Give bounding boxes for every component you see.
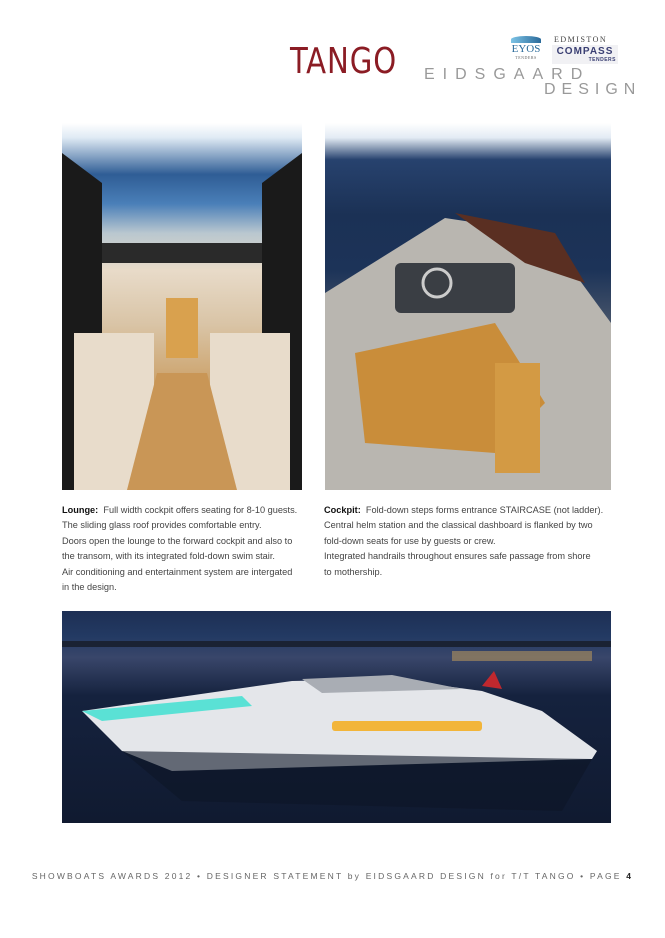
cockpit-caption <box>324 503 619 580</box>
caption-line: Full width cockpit offers seating for 8-10 guests. <box>103 505 298 515</box>
eyos-sub: TENDERS <box>515 55 537 60</box>
eyos-logo <box>510 36 542 60</box>
caption-line: Fold-down steps forms entrance STAIRCASE (not ladder). <box>365 505 604 515</box>
edmiston-logo: EDMISTON <box>554 35 608 44</box>
caption-line: Air conditioning and entertainment system are intergated <box>62 566 293 577</box>
lounge-caption <box>62 503 312 595</box>
eyos-name: EYOS <box>511 43 541 55</box>
caption-line: to mothership. <box>324 566 383 577</box>
eidsgaard-logo-line1: EIDSGAARD <box>424 66 591 83</box>
eyos-wave-icon <box>511 36 541 43</box>
eidsgaard-logo-line2: DESIGN <box>544 81 642 98</box>
lounge-label: Lounge: <box>62 505 99 515</box>
compass-logo <box>552 45 618 64</box>
lounge-illustration <box>62 123 302 490</box>
caption-line: Doors open the lounge to the forward cockpit and also to <box>62 535 293 546</box>
compass-sub: TENDERS <box>588 57 616 63</box>
caption-line: Integrated handrails throughout ensures safe passage from shore <box>324 551 591 562</box>
page-footer <box>0 871 665 881</box>
exterior-photo <box>62 611 611 823</box>
caption-line: in the design. <box>62 582 117 593</box>
footer-text: SHOWBOATS AWARDS 2012 • DESIGNER STATEMENT by EIDSGAARD DESIGN for T/T TANGO • PAGE <box>31 871 622 881</box>
page-number: 4 <box>626 871 634 881</box>
cockpit-illustration <box>325 123 611 490</box>
caption-line: The sliding glass roof provides comfortable entry. <box>62 520 262 531</box>
cockpit-photo <box>325 123 611 490</box>
caption-line: the transom, with its integrated fold-down swim stair. <box>62 551 275 562</box>
compass-name: COMPASS <box>556 46 614 57</box>
tango-logo: TANGO <box>290 41 398 82</box>
cockpit-label: Cockpit: <box>324 505 361 515</box>
caption-line: Central helm station and the classical dashboard is flanked by two <box>324 520 593 531</box>
lounge-photo <box>62 123 302 490</box>
boat-illustration <box>62 611 611 823</box>
caption-line: fold-down seats for use by guests or crew. <box>324 535 496 546</box>
